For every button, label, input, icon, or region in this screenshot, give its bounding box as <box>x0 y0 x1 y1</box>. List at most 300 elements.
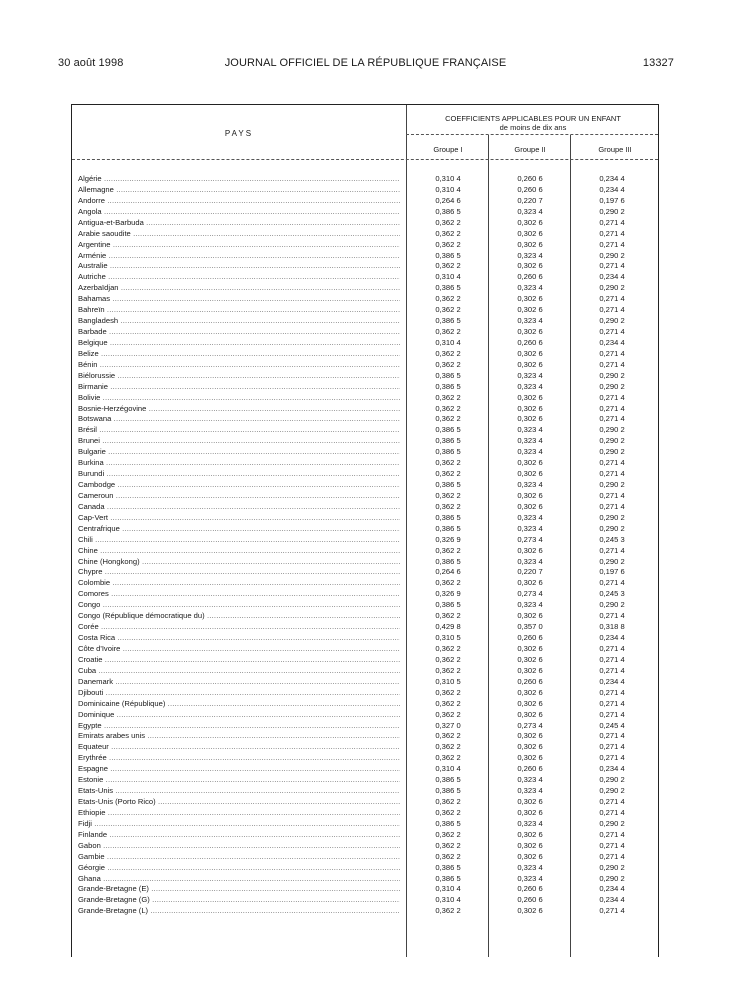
group-2-value: 0,302 6 <box>517 327 543 337</box>
group-2-value: 0,302 6 <box>517 545 543 555</box>
table-row <box>72 523 658 534</box>
group-3-value: 0,290 2 <box>599 862 625 872</box>
group-1-value: 0,310 5 <box>435 633 461 643</box>
country-name: Emirats arabes unis ..... <box>78 730 400 741</box>
table-row <box>72 228 658 239</box>
table-row <box>72 479 658 490</box>
country-name: Chine ..... <box>78 545 400 556</box>
group-2-value: 0,323 4 <box>517 316 543 326</box>
country-name: Grande-Bretagne (L) ..... <box>78 905 400 916</box>
group-1-value: 0,264 6 <box>435 195 461 205</box>
country-name: Congo (République démocratique du) ..... <box>78 610 400 621</box>
group-2-value: 0,302 6 <box>517 217 543 227</box>
group-3-value: 0,271 4 <box>599 359 625 369</box>
table-row <box>72 282 658 293</box>
country-name: Egypte ..... <box>78 720 400 731</box>
group-1-value: 0,362 2 <box>435 359 461 369</box>
group-1-value: 0,362 2 <box>435 698 461 708</box>
group-3-value: 0,271 4 <box>599 906 625 916</box>
group-1-value: 0,362 2 <box>435 294 461 304</box>
group-2-value: 0,302 6 <box>517 578 543 588</box>
group-1-value: 0,310 4 <box>435 174 461 183</box>
group-2-value: 0,323 4 <box>517 480 543 490</box>
country-name: Croatie ..... <box>78 654 400 665</box>
group-2-value: 0,323 4 <box>517 425 543 435</box>
group-1-value: 0,362 2 <box>435 403 461 413</box>
group-3-value: 0,290 2 <box>599 818 625 828</box>
table-row <box>72 741 658 752</box>
table-row <box>72 709 658 720</box>
table-row <box>72 315 658 326</box>
country-name: Bahamas ..... <box>78 293 400 304</box>
country-name: Brésil ..... <box>78 424 400 435</box>
group-1-value: 0,362 2 <box>435 829 461 839</box>
country-name: Belgique ..... <box>78 337 400 348</box>
group-3-value: 0,271 4 <box>599 643 625 653</box>
group-3-value: 0,290 2 <box>599 873 625 883</box>
country-name: Dominique ..... <box>78 709 400 720</box>
group-2-value: 0,302 6 <box>517 829 543 839</box>
group-1-value: 0,362 2 <box>435 753 461 763</box>
group-2-value: 0,302 6 <box>517 490 543 500</box>
group-1-value: 0,386 5 <box>435 818 461 828</box>
group-2-value: 0,323 4 <box>517 818 543 828</box>
group-1-value: 0,386 5 <box>435 447 461 457</box>
group-3-value: 0,271 4 <box>599 348 625 358</box>
country-name: Birmanie ..... <box>78 381 400 392</box>
group-1-value: 0,386 5 <box>435 873 461 883</box>
group-3-value: 0,290 2 <box>599 775 625 785</box>
group-3-value: 0,197 6 <box>599 195 625 205</box>
group-1-value: 0,362 2 <box>435 261 461 271</box>
table-row <box>72 359 658 370</box>
group-1-value: 0,362 2 <box>435 392 461 402</box>
group-2-value: 0,323 4 <box>517 447 543 457</box>
country-name: Bangladesh ..... <box>78 315 400 326</box>
group-3-value: 0,245 4 <box>599 720 625 730</box>
table-row <box>72 796 658 807</box>
group-2-value: 0,302 6 <box>517 458 543 468</box>
country-name: Ghana ..... <box>78 873 400 884</box>
country-name: Grande-Bretagne (G) ..... <box>78 894 400 905</box>
group-1-value: 0,362 2 <box>435 687 461 697</box>
table-row <box>72 556 658 567</box>
country-name: Cameroun ..... <box>78 490 400 501</box>
country-name: Côte d'Ivoire ..... <box>78 643 400 654</box>
table-row <box>72 883 658 894</box>
group-2-value: 0,302 6 <box>517 469 543 479</box>
group-2-value: 0,302 6 <box>517 797 543 806</box>
table-row <box>72 348 658 359</box>
group-1-value: 0,362 2 <box>435 239 461 249</box>
table-row <box>72 293 658 304</box>
group-3-header: Groupe III <box>598 145 632 154</box>
group-3-value: 0,271 4 <box>599 807 625 817</box>
group-3-value: 0,234 4 <box>599 884 625 894</box>
group-3-value: 0,271 4 <box>599 228 625 238</box>
country-name: Arabie saoudite ..... <box>78 228 400 239</box>
group-1-value: 0,264 6 <box>435 567 461 577</box>
group-1-value: 0,362 2 <box>435 414 461 424</box>
group-2-value: 0,302 6 <box>517 403 543 413</box>
group-2-value: 0,260 6 <box>517 174 543 183</box>
group-2-value: 0,323 4 <box>517 250 543 260</box>
country-name: Botswana ..... <box>78 413 400 424</box>
page-date: 30 août 1998 <box>58 57 124 69</box>
group-1-value: 0,386 5 <box>435 283 461 293</box>
country-name: Biélorussie ..... <box>78 370 400 381</box>
group-2-value: 0,302 6 <box>517 906 543 916</box>
group-1-value: 0,386 5 <box>435 436 461 446</box>
group-2-value: 0,302 6 <box>517 753 543 763</box>
group-3-value: 0,271 4 <box>599 687 625 697</box>
group-2-value: 0,302 6 <box>517 348 543 358</box>
coefficients-table <box>71 104 659 957</box>
group-3-value: 0,234 4 <box>599 337 625 347</box>
coef-header-rule <box>406 134 658 136</box>
group-1-value: 0,362 2 <box>435 305 461 315</box>
group-3-value: 0,271 4 <box>599 654 625 664</box>
table-row <box>72 490 658 501</box>
group-1-value: 0,362 2 <box>435 840 461 850</box>
group-2-value: 0,220 7 <box>517 195 543 205</box>
country-name: Etats-Unis (Porto Rico) ..... <box>78 796 400 807</box>
group-3-value: 0,290 2 <box>599 600 625 610</box>
group-3-value: 0,234 4 <box>599 184 625 194</box>
table-row <box>72 424 658 435</box>
group-3-value: 0,271 4 <box>599 490 625 500</box>
group-1-value: 0,362 2 <box>435 797 461 806</box>
group-1-value: 0,362 2 <box>435 654 461 664</box>
group-2-value: 0,302 6 <box>517 239 543 249</box>
group-1-value: 0,362 2 <box>435 578 461 588</box>
group-1-value: 0,386 5 <box>435 600 461 610</box>
group-2-value: 0,260 6 <box>517 895 543 905</box>
group-2-value: 0,323 4 <box>517 600 543 610</box>
table-row <box>72 632 658 643</box>
group-1-value: 0,386 5 <box>435 370 461 380</box>
table-row <box>72 403 658 414</box>
table-row <box>72 173 658 184</box>
group-3-value: 0,234 4 <box>599 174 625 183</box>
table-row <box>72 862 658 873</box>
table-row <box>72 621 658 632</box>
group-3-value: 0,271 4 <box>599 261 625 271</box>
country-name: Bolivie ..... <box>78 392 400 403</box>
group-2-value: 0,260 6 <box>517 633 543 643</box>
group-2-value: 0,302 6 <box>517 687 543 697</box>
table-row <box>72 818 658 829</box>
country-name: Burkina ..... <box>78 457 400 468</box>
group-3-value: 0,271 4 <box>599 458 625 468</box>
country-name: Centrafrique ..... <box>78 523 400 534</box>
country-name: Argentine ..... <box>78 239 400 250</box>
group-1-value: 0,362 2 <box>435 665 461 675</box>
group-2-value: 0,323 4 <box>517 775 543 785</box>
group-3-value: 0,290 2 <box>599 250 625 260</box>
group-1-value: 0,362 2 <box>435 469 461 479</box>
country-name: Arménie ..... <box>78 250 400 261</box>
group-2-value: 0,302 6 <box>517 359 543 369</box>
group-2-value: 0,302 6 <box>517 228 543 238</box>
group-1-value: 0,362 2 <box>435 643 461 653</box>
group-1-value: 0,362 2 <box>435 217 461 227</box>
table-row <box>72 807 658 818</box>
country-name: Canada ..... <box>78 501 400 512</box>
group-3-value: 0,271 4 <box>599 698 625 708</box>
group-3-value: 0,271 4 <box>599 709 625 719</box>
group-3-value: 0,318 8 <box>599 622 625 632</box>
table-row <box>72 894 658 905</box>
group-2-value: 0,323 4 <box>517 370 543 380</box>
group-1-value: 0,362 2 <box>435 458 461 468</box>
group-2-value: 0,323 4 <box>517 873 543 883</box>
group-2-value: 0,273 4 <box>517 534 543 544</box>
country-name: Colombie ..... <box>78 577 400 588</box>
group-1-value: 0,362 2 <box>435 501 461 511</box>
group-2-value: 0,302 6 <box>517 294 543 304</box>
group-3-value: 0,271 4 <box>599 829 625 839</box>
country-name: Bosnie-Herzégovine ..... <box>78 403 400 414</box>
group-1-value: 0,386 5 <box>435 512 461 522</box>
group-3-value: 0,271 4 <box>599 731 625 741</box>
group-3-value: 0,245 3 <box>599 589 625 599</box>
country-name: Géorgie ..... <box>78 862 400 873</box>
table-row <box>72 304 658 315</box>
table-row <box>72 610 658 621</box>
table-row <box>72 687 658 698</box>
coefficients-header <box>408 114 658 132</box>
table-row <box>72 457 658 468</box>
country-name: Brunei ..... <box>78 435 400 446</box>
country-name: Bulgarie ..... <box>78 446 400 457</box>
country-name: Congo ..... <box>78 599 400 610</box>
group-1-value: 0,310 4 <box>435 884 461 894</box>
table-row <box>72 545 658 556</box>
group-1-value: 0,386 5 <box>435 425 461 435</box>
group-3-value: 0,271 4 <box>599 797 625 806</box>
group-2-value: 0,273 4 <box>517 589 543 599</box>
table-row <box>72 851 658 862</box>
group-1-value: 0,386 5 <box>435 786 461 796</box>
group-2-value: 0,302 6 <box>517 840 543 850</box>
group-2-value: 0,302 6 <box>517 665 543 675</box>
group-1-value: 0,362 2 <box>435 731 461 741</box>
group-1-value: 0,386 5 <box>435 556 461 566</box>
group-3-value: 0,271 4 <box>599 305 625 315</box>
country-name: Angola ..... <box>78 206 400 217</box>
table-row <box>72 643 658 654</box>
group-1-value: 0,362 2 <box>435 611 461 621</box>
group-1-value: 0,310 4 <box>435 337 461 347</box>
table-row <box>72 392 658 403</box>
group-2-value: 0,302 6 <box>517 392 543 402</box>
country-name: Costa Rica ..... <box>78 632 400 643</box>
group-2-value: 0,323 4 <box>517 556 543 566</box>
table-row <box>72 905 658 916</box>
table-row <box>72 184 658 195</box>
group-3-value: 0,290 2 <box>599 436 625 446</box>
group-3-value: 0,271 4 <box>599 392 625 402</box>
group-1-value: 0,310 4 <box>435 895 461 905</box>
country-name: Algérie ..... <box>78 173 400 184</box>
group-1-value: 0,386 5 <box>435 250 461 260</box>
group-2-value: 0,260 6 <box>517 337 543 347</box>
group-2-value: 0,260 6 <box>517 272 543 282</box>
group-1-value: 0,310 4 <box>435 184 461 194</box>
group-3-value: 0,245 3 <box>599 534 625 544</box>
group-1-value: 0,362 2 <box>435 348 461 358</box>
country-name: Gambie ..... <box>78 851 400 862</box>
group-3-value: 0,271 4 <box>599 414 625 424</box>
group-2-value: 0,260 6 <box>517 764 543 774</box>
group-2-value: 0,302 6 <box>517 807 543 817</box>
table-row <box>72 337 658 348</box>
country-name: Gabon ..... <box>78 840 400 851</box>
group-3-value: 0,271 4 <box>599 217 625 227</box>
country-name: Autriche ..... <box>78 271 400 282</box>
country-name: Andorre ..... <box>78 195 400 206</box>
group-1-value: 0,386 5 <box>435 480 461 490</box>
group-3-value: 0,271 4 <box>599 294 625 304</box>
country-name: Danemark ..... <box>78 676 400 687</box>
page-number: 13327 <box>642 57 674 69</box>
country-name: Cambodge ..... <box>78 479 400 490</box>
group-2-value: 0,323 4 <box>517 862 543 872</box>
group-3-value: 0,290 2 <box>599 206 625 216</box>
table-row <box>72 665 658 676</box>
group-1-value: 0,310 4 <box>435 272 461 282</box>
country-name: Etats-Unis ..... <box>78 785 400 796</box>
table-row <box>72 829 658 840</box>
country-name: Chypre ..... <box>78 566 400 577</box>
group-3-value: 0,271 4 <box>599 545 625 555</box>
group-1-value: 0,310 4 <box>435 764 461 774</box>
group-2-value: 0,273 4 <box>517 720 543 730</box>
group-1-value: 0,326 9 <box>435 534 461 544</box>
country-name: Antigua-et-Barbuda ..... <box>78 217 400 228</box>
group-3-value: 0,271 4 <box>599 501 625 511</box>
group-2-value: 0,357 0 <box>517 622 543 632</box>
table-row <box>72 752 658 763</box>
group-3-value: 0,290 2 <box>599 447 625 457</box>
group-3-value: 0,290 2 <box>599 556 625 566</box>
country-name: Grande-Bretagne (E) ..... <box>78 883 400 894</box>
group-1-value: 0,386 5 <box>435 206 461 216</box>
table-row <box>72 501 658 512</box>
group-3-value: 0,271 4 <box>599 578 625 588</box>
country-name: Burundi ..... <box>78 468 400 479</box>
group-1-value: 0,362 2 <box>435 851 461 861</box>
country-name: Finlande ..... <box>78 829 400 840</box>
country-name: Belize ..... <box>78 348 400 359</box>
group-3-value: 0,271 4 <box>599 469 625 479</box>
group-3-value: 0,290 2 <box>599 425 625 435</box>
country-name: Comores ..... <box>78 588 400 599</box>
table-row <box>72 566 658 577</box>
header-bottom-rule <box>72 159 658 161</box>
group-2-value: 0,220 7 <box>517 567 543 577</box>
group-1-value: 0,386 5 <box>435 381 461 391</box>
country-name: Barbade ..... <box>78 326 400 337</box>
group-3-value: 0,234 4 <box>599 676 625 686</box>
table-row <box>72 763 658 774</box>
country-name: Chine (Hongkong) ..... <box>78 556 400 567</box>
group-3-value: 0,271 4 <box>599 327 625 337</box>
group-2-value: 0,260 6 <box>517 884 543 894</box>
table-row <box>72 588 658 599</box>
group-2-value: 0,323 4 <box>517 283 543 293</box>
group-1-value: 0,362 2 <box>435 709 461 719</box>
table-row <box>72 435 658 446</box>
group-3-value: 0,290 2 <box>599 786 625 796</box>
group-2-value: 0,323 4 <box>517 206 543 216</box>
group-3-value: 0,271 4 <box>599 840 625 850</box>
group-1-value: 0,326 9 <box>435 589 461 599</box>
table-row <box>72 250 658 261</box>
table-row <box>72 720 658 731</box>
group-1-header: Groupe I <box>433 145 463 154</box>
group-2-value: 0,323 4 <box>517 512 543 522</box>
table-row <box>72 785 658 796</box>
table-row <box>72 534 658 545</box>
pays-column-header: PAYS <box>224 129 254 138</box>
group-2-value: 0,302 6 <box>517 414 543 424</box>
group-3-value: 0,271 4 <box>599 665 625 675</box>
group-1-value: 0,386 5 <box>435 523 461 533</box>
table-row <box>72 730 658 741</box>
country-name: Cap-Vert ..... <box>78 512 400 523</box>
table-row <box>72 468 658 479</box>
country-name: Azerbaïdjan ..... <box>78 282 400 293</box>
table-row <box>72 512 658 523</box>
group-2-value: 0,302 6 <box>517 742 543 752</box>
table-row <box>72 217 658 228</box>
group-3-value: 0,271 4 <box>599 742 625 752</box>
table-row <box>72 326 658 337</box>
group-3-value: 0,271 4 <box>599 239 625 249</box>
group-2-value: 0,302 6 <box>517 731 543 741</box>
group-1-value: 0,429 8 <box>435 622 461 632</box>
group-3-value: 0,271 4 <box>599 611 625 621</box>
group-2-value: 0,323 4 <box>517 381 543 391</box>
table-row <box>72 774 658 785</box>
group-3-value: 0,197 6 <box>599 567 625 577</box>
table-row <box>72 577 658 588</box>
table-row <box>72 446 658 457</box>
country-name: Ethiopie ..... <box>78 807 400 818</box>
group-3-value: 0,290 2 <box>599 283 625 293</box>
group-2-value: 0,302 6 <box>517 643 543 653</box>
group-1-value: 0,362 2 <box>435 327 461 337</box>
group-3-value: 0,234 4 <box>599 633 625 643</box>
group-2-value: 0,302 6 <box>517 709 543 719</box>
country-name: Estonie ..... <box>78 774 400 785</box>
group-1-value: 0,362 2 <box>435 545 461 555</box>
group-3-value: 0,290 2 <box>599 523 625 533</box>
group-3-value: 0,290 2 <box>599 316 625 326</box>
group-1-value: 0,386 5 <box>435 862 461 872</box>
country-name: Dominicaine (République) ..... <box>78 698 400 709</box>
table-row <box>72 840 658 851</box>
country-name: Cuba ..... <box>78 665 400 676</box>
table-row <box>72 271 658 282</box>
table-row <box>72 381 658 392</box>
table-row <box>72 239 658 250</box>
country-name: Allemagne ..... <box>78 184 400 195</box>
table-row <box>72 413 658 424</box>
group-1-value: 0,362 2 <box>435 807 461 817</box>
